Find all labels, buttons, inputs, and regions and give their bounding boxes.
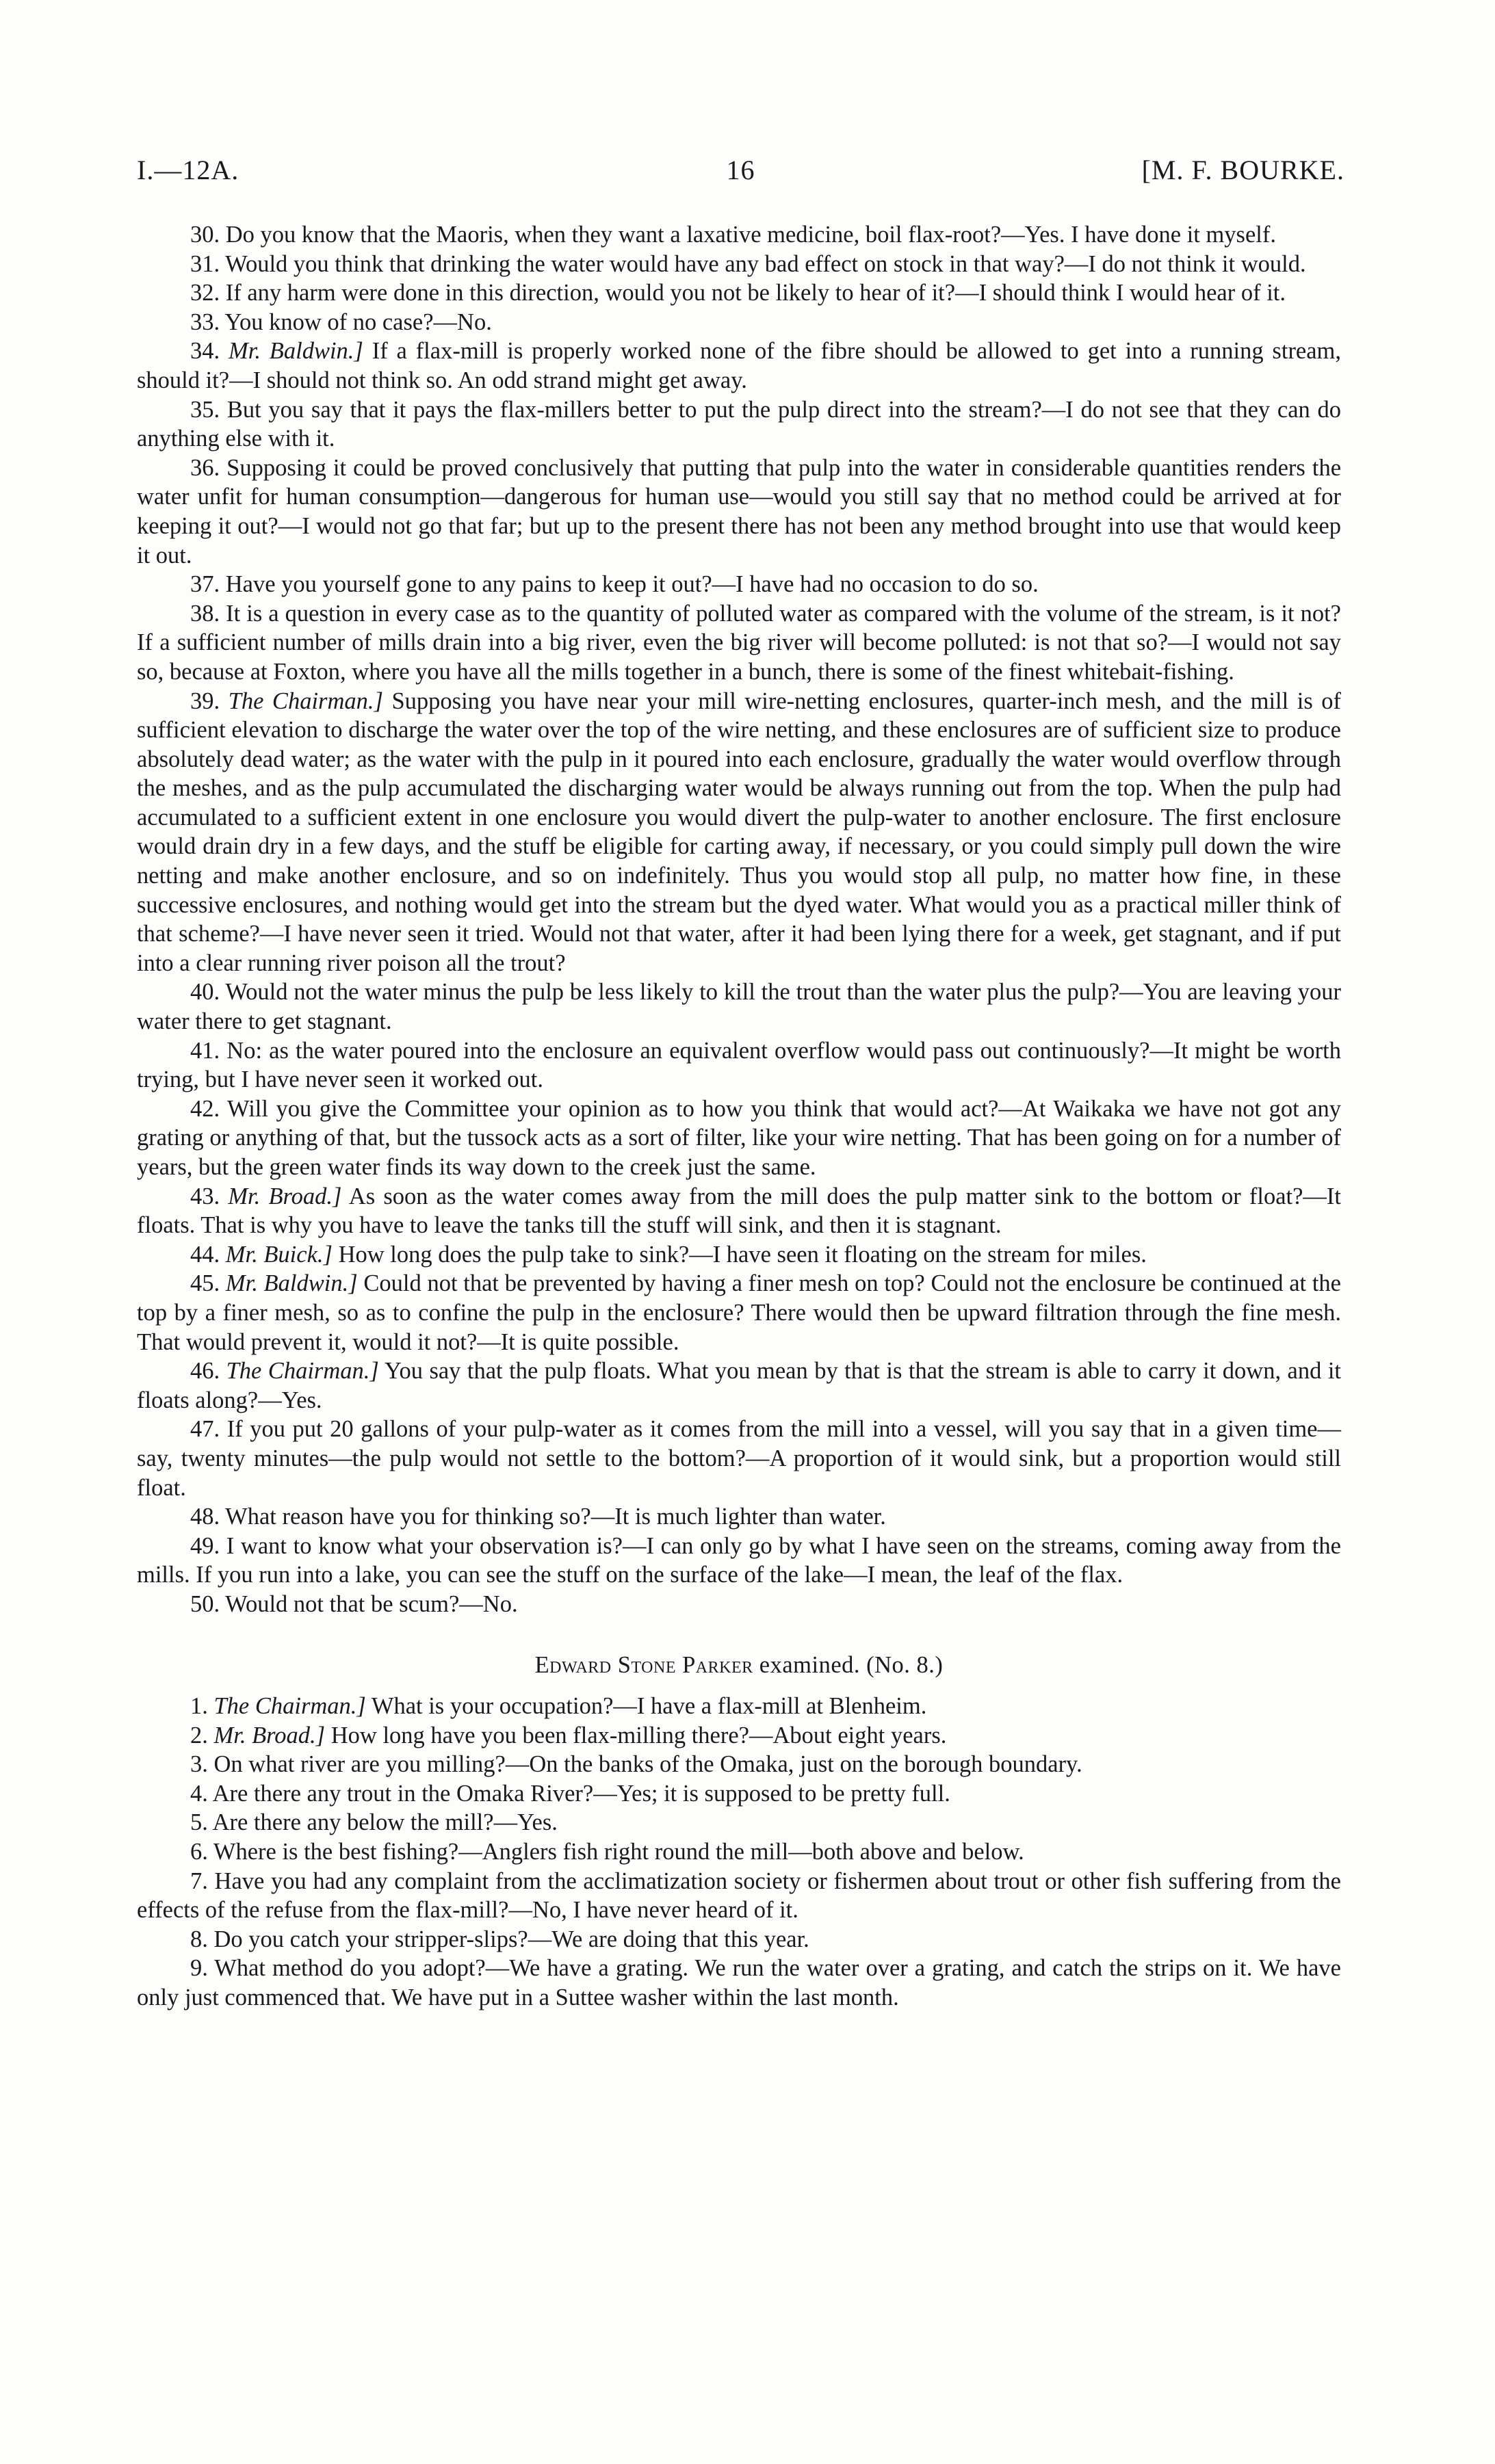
question-text: Where is the best fishing?—Anglers fish right round the mill—both above and below. xyxy=(213,1839,1024,1865)
question-text: On what river are you milling?—On the banks of the Omaka, just on the borough boundary. xyxy=(213,1751,1082,1778)
question-text: Are there any trout in the Omaka River?—Yes; it is supposed to be pretty full. xyxy=(212,1780,950,1807)
question-number: 34. xyxy=(190,338,220,365)
question-paragraph xyxy=(137,1590,1341,1619)
witness-reference: [M. F. BOURKE. xyxy=(1141,155,1344,185)
question-text: Have you yourself gone to any pains to keep it out?—I have had no occasion to do so. xyxy=(225,571,1039,598)
question-number: 5. xyxy=(190,1809,208,1836)
question-paragraph xyxy=(137,1356,1341,1415)
question-paragraph xyxy=(137,395,1341,454)
question-paragraph xyxy=(137,1182,1341,1240)
question-paragraph xyxy=(137,1867,1341,1925)
page-number: 16 xyxy=(726,155,755,185)
speaker-name: Mr. Buick.] xyxy=(225,1241,333,1268)
question-paragraph xyxy=(137,978,1341,1036)
question-number: 39. xyxy=(190,687,220,714)
speaker-name: Mr. Baldwin.] xyxy=(228,338,363,365)
question-number: 33. xyxy=(190,309,220,335)
question-number: 30. xyxy=(190,222,220,248)
question-number: 9. xyxy=(190,1955,208,1982)
question-number: 37. xyxy=(190,571,220,598)
question-paragraph xyxy=(137,278,1341,308)
question-paragraph xyxy=(137,1532,1341,1590)
witness-number: (No. 8.) xyxy=(866,1651,944,1678)
question-paragraph xyxy=(137,1692,1341,1721)
question-number: 3. xyxy=(190,1751,208,1778)
question-text: Would not the water minus the pulp be less likely to kill the trout than the water plus the pulp?—You are leaving your water there to get stagnant. xyxy=(137,979,1341,1035)
question-paragraph xyxy=(137,220,1341,250)
question-text: I want to know what your observation is?—I can only go by what I have seen on the streams, coming away from the mills. If you run into a lake, you can see the stuff on the surface of the lake—I mean, the leaf of the flax. xyxy=(137,1532,1341,1588)
question-number: 48. xyxy=(190,1504,220,1530)
question-number: 6. xyxy=(190,1839,208,1865)
question-text: Are there any below the mill?—Yes. xyxy=(212,1809,558,1836)
question-text: Have you had any complaint from the acclimatization society or fishermen about trout or other fish suffering from the effects of the refuse from the flax-mill?—No, I have never heard of it. xyxy=(137,1867,1341,1924)
question-text: But you say that it pays the flax-millers better to put the pulp direct into the stream?—I do not see that they can do anything else with it. xyxy=(137,396,1341,452)
question-number: 43. xyxy=(190,1183,220,1209)
witness-examined: examined. xyxy=(759,1651,861,1678)
question-paragraph xyxy=(137,454,1341,570)
question-paragraph xyxy=(137,1779,1341,1809)
question-paragraph xyxy=(137,1269,1341,1356)
question-text: Would not that be scum?—No. xyxy=(225,1590,518,1617)
page-header xyxy=(137,154,1344,195)
question-paragraph xyxy=(137,1954,1341,2012)
question-number: 31. xyxy=(190,250,220,277)
question-number: 45. xyxy=(190,1270,220,1297)
question-number: 42. xyxy=(190,1095,220,1122)
question-number: 8. xyxy=(190,1926,208,1952)
question-text: Supposing you have near your mill wire-netting enclosures, quarter-inch mesh, and the mill is of sufficient elevation to discharge the water over the top of the wire netting, and these enclosures are of sufficient size to produce absolutely dead water; as the water with the pulp in it poured into each enclosure, gradually the water would overflow through the meshes, and as the pulp accumulated the discharging water would be always running out from the top. When the pulp had accumulated to a sufficient extent in one enclosure you would divert the pulp-water to another enclosure. The first enclosure would drain dry in a few days, and the stuff be eligible for carting away, if necessary, or you could simply pull down the wire netting and make another enclosure, and so on indefinitely. Thus you would stop all pulp, no matter how fine, in these successive enclosures, and nothing would get into the stream but the dyed water. What would you as a practical miller think of that scheme?—I have never seen it tried. Would not that water, after it had been lying there for a week, get stagnant, and if put into a clear running river poison all the trout? xyxy=(137,687,1341,976)
question-paragraph xyxy=(137,599,1341,687)
question-text: What reason have you for thinking so?—It is much lighter than water. xyxy=(225,1504,886,1530)
question-text: You say that the pulp floats. What you mean by that is that the stream is able to carry it down, and it floats along?—Yes. xyxy=(137,1358,1341,1413)
question-number: 1. xyxy=(190,1693,208,1720)
paper-reference: I.—12A. xyxy=(137,155,239,185)
question-text: Supposing it could be proved conclusively that putting that pulp into the water in considerable quantities renders the water unfit for human consumption—dangerous for human use—would you still say that no method could be arrived at for keeping it out?—I would not go that far; but up to the present there has not been any method brought into use that would keep it out. xyxy=(137,454,1342,568)
question-number: 47. xyxy=(190,1416,220,1443)
question-paragraph xyxy=(137,1036,1341,1095)
witness-name: Edward Stone Parker xyxy=(534,1651,753,1678)
speaker-name: The Chairman.] xyxy=(228,687,383,714)
document-body xyxy=(137,220,1341,2013)
parker-examination xyxy=(137,1692,1341,2013)
question-paragraph xyxy=(137,1095,1341,1182)
question-paragraph xyxy=(137,1925,1341,1954)
question-text: It is a question in every case as to the quantity of polluted water as compared with the volume of the stream, is it not? If a sufficient number of mills drain into a big river, even the big river will become polluted: is not that so?—I would not say so, because at Foxton, where you have all the mills together in a bunch, there is some of the finest whitebait-fishing. xyxy=(137,600,1341,685)
question-paragraph xyxy=(137,1721,1341,1751)
question-text: How long have you been flax-milling there?—About eight years. xyxy=(330,1722,947,1748)
question-paragraph xyxy=(137,1240,1341,1270)
question-number: 50. xyxy=(190,1590,220,1617)
question-text: Could not that be prevented by having a finer mesh on top? Could not the enclosure be continued at the top by a finer mesh, so as to confine the pulp in the enclosure? There would then be upward filtration through the fine mesh. That would prevent it, would it not?—It is quite possible. xyxy=(137,1270,1341,1355)
question-paragraph xyxy=(137,1837,1341,1867)
question-text: If you put 20 gallons of your pulp-water as it comes from the mill into a vessel, will you say that in a given time—say, twenty minutes—the pulp would not settle to the bottom?—A proportion of it would sink, but a proportion would still float. xyxy=(137,1416,1341,1501)
question-number: 2. xyxy=(190,1722,208,1748)
question-number: 7. xyxy=(190,1867,208,1894)
speaker-name: Mr. Broad.] xyxy=(228,1183,342,1209)
question-text: If a flax-mill is properly worked none of the fibre should be allowed to get into a running stream, should it?—I should not think so. An odd strand might get away. xyxy=(137,338,1342,393)
speaker-name: The Chairman.] xyxy=(226,1358,379,1385)
witness-heading xyxy=(137,1651,1341,1680)
question-paragraph xyxy=(137,1415,1341,1502)
question-number: 41. xyxy=(190,1037,220,1064)
question-number: 38. xyxy=(190,600,220,627)
speaker-name: Mr. Baldwin.] xyxy=(225,1270,358,1297)
question-number: 32. xyxy=(190,280,220,306)
question-paragraph xyxy=(137,1502,1341,1532)
question-text: Do you know that the Maoris, when they want a laxative medicine, boil flax-root?—Yes. I have done it myself. xyxy=(225,222,1276,248)
question-text: No: as the water poured into the enclosure an equivalent overflow would pass out continuously?—It might be worth trying, but I have never seen it worked out. xyxy=(137,1037,1342,1093)
speaker-name: Mr. Broad.] xyxy=(213,1722,326,1748)
question-paragraph xyxy=(137,570,1341,599)
question-text: Do you catch your stripper-slips?—We are doing that this year. xyxy=(213,1926,809,1952)
speaker-name: The Chairman.] xyxy=(213,1693,366,1720)
question-paragraph xyxy=(137,1808,1341,1837)
examination-continued xyxy=(137,220,1341,1619)
question-text: Will you give the Committee your opinion as to how you think that would act?—At Waikaka we have not got any grating or anything of that, but the tussock acts as a sort of filter, like your wire netting. That has been going on for a number of years, but the green water finds its way down to the creek just the same. xyxy=(137,1095,1341,1180)
question-text: What method do you adopt?—We have a grating. We run the water over a grating, and catch the strips on it. We have only just commenced that. We have put in a Suttee washer within the last month. xyxy=(137,1955,1341,2011)
question-number: 36. xyxy=(190,454,220,481)
question-text: You know of no case?—No. xyxy=(224,309,492,335)
question-number: 46. xyxy=(190,1358,220,1385)
question-text: How long does the pulp take to sink?—I have seen it floating on the stream for miles. xyxy=(338,1241,1147,1268)
question-text: If any harm were done in this direction, would you not be likely to hear of it?—I should think I would hear of it. xyxy=(225,280,1286,306)
question-paragraph xyxy=(137,337,1341,395)
question-paragraph xyxy=(137,1750,1341,1779)
question-text: Would you think that drinking the water would have any bad effect on stock in that way?—I do not think it would. xyxy=(225,250,1306,277)
question-number: 49. xyxy=(190,1532,220,1559)
question-paragraph xyxy=(137,308,1341,337)
question-text: As soon as the water comes away from the mill does the pulp matter sink to the bottom or float?—It floats. That is why you have to leave the tanks till the stuff will sink, and then it is stagnant. xyxy=(137,1183,1342,1239)
question-number: 40. xyxy=(190,979,220,1006)
question-paragraph xyxy=(137,687,1341,978)
question-number: 44. xyxy=(190,1241,220,1268)
question-text: What is your occupation?—I have a flax-mill at Blenheim. xyxy=(371,1693,927,1720)
question-paragraph xyxy=(137,250,1341,279)
question-number: 35. xyxy=(190,396,220,423)
question-number: 4. xyxy=(190,1780,208,1807)
